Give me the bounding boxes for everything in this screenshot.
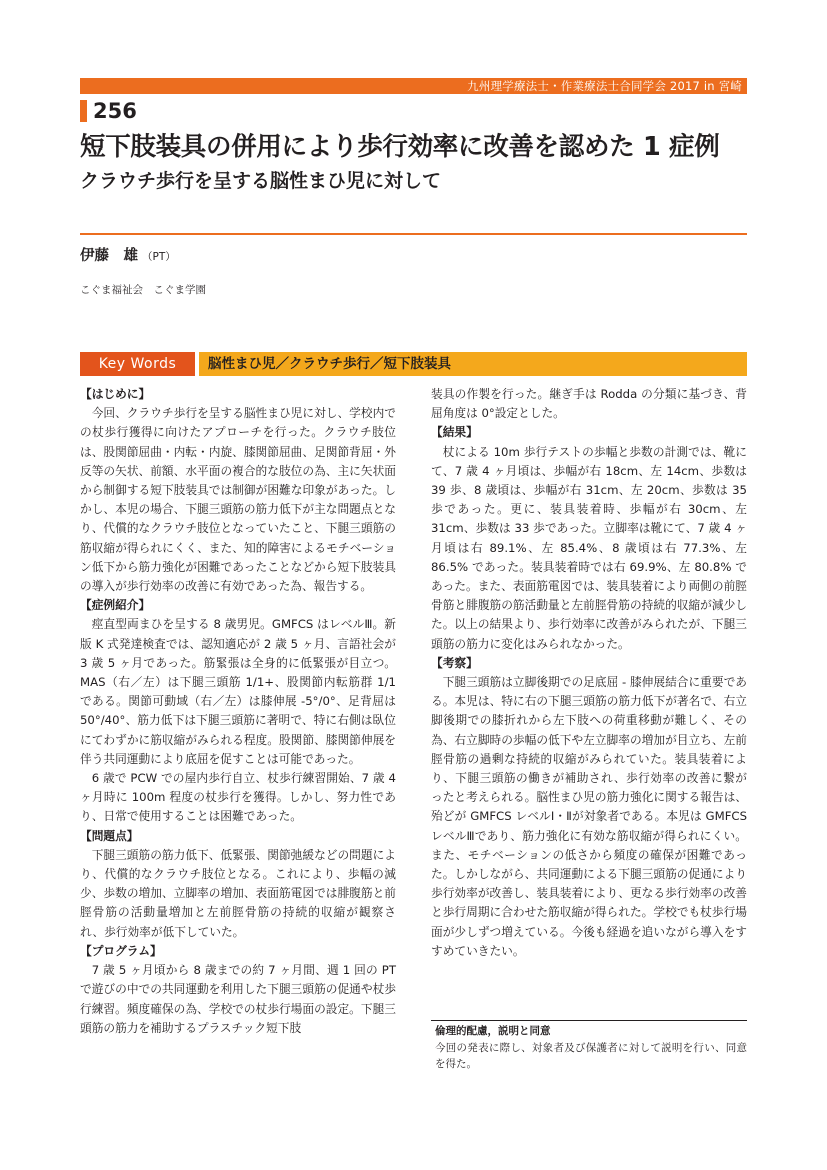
right-column — [431, 385, 747, 961]
ethics-text: 今回の発表に際し、対象者及び保護者に対して説明を行い、同意を得た。 — [435, 1042, 747, 1070]
keywords-bar — [80, 352, 747, 376]
right-section-heading: 【考察】 — [431, 655, 478, 670]
conference-banner — [80, 78, 747, 94]
title-divider — [80, 233, 747, 235]
left-paragraph: 痙直型両まひを呈する 8 歳男児。GMFCS はレベルⅢ。新版 K 式発達検査では、認知適応が 2 歳 5 ヶ月、言語社会が 3 歳 5 ヶ月であった。筋緊張は全身的に低緊張が目立つ。MAS（右／左）は下腿三頭筋 1/1+、股関節内転筋群 1/1 である。関節可動域（右／左）は膝伸展 -5°/0°、足背屈は 50°/40°、筋力低下は下腿三頭筋に著明で、特に右側は臥位にてわずかに筋収縮がみられる程度。股関節、膝関節伸展を伴う共同運動により底屈を促すことは可能であった。 — [80, 617, 396, 766]
author-role: （PT） — [142, 251, 176, 263]
paper-subtitle: クラウチ歩行を呈する脳性まひ児に対して — [80, 170, 442, 192]
left-section-heading: 【プログラム】 — [80, 943, 162, 958]
ethics-divider — [431, 1020, 747, 1021]
keywords-label: Key Words — [80, 352, 195, 376]
affiliation: こぐま福祉会 こぐま学園 — [80, 284, 206, 296]
left-section-heading: 【症例紹介】 — [80, 598, 151, 613]
conference-name: 九州理学療法士・作業療法士合同学会 2017 in 宮崎 — [467, 79, 742, 93]
abstract-number: 256 — [93, 99, 137, 123]
right-paragraph: 杖による 10m 歩行テストの歩幅と歩数の計測では、靴にて、7 歳 4 ヶ月頃は、歩幅が右 18cm、左 14cm、歩数は 39 歩、8 歳頃は、歩幅が右 31cm、左 20cm、歩数は 35 歩であった。更に、装具装着時、歩幅が右 30cm、左 31cm、歩数は 33 歩であった。立脚率は靴にて、7 歳 4 ヶ月頃は右 89.1%、左 85.4%、8 歳頃は右 77.3%、左 86.5% であった。装具装着時では右 69.9%、左 80.8% であった。また、表面筋電図では、装具装着により両側の前脛骨筋と腓腹筋の筋活動量と左前脛骨筋の持続的収縮が減少した。以上の結果より、歩行効率に改善がみられたが、下腿三頭筋の筋力に変化はみられなかった。 — [431, 444, 747, 651]
abstract-number-row — [80, 99, 137, 123]
left-section-heading: 【問題点】 — [80, 828, 139, 843]
right-paragraph: 装具の作製を行った。継ぎ手は Rodda の分類に基づき、背屈角度は 0°設定とした。 — [431, 387, 747, 421]
left-column — [80, 385, 396, 1038]
left-paragraph: 6 歳で PCW での屋内歩行自立、杖歩行練習開始、7 歳 4 ヶ月時に 100m 程度の杖歩行を獲得。しかし、努力性であり、日常で使用することは困難であった。 — [80, 771, 396, 824]
right-section-heading: 【結果】 — [431, 425, 478, 440]
left-paragraph: 7 歳 5 ヶ月頃から 8 歳までの約 7 ヶ月間、週 1 回の PT で遊びの中での共同運動を利用した下腿三頭筋の促通や杖歩行練習。頻度確保の為、学校での杖歩行場面の設定。下腿三頭筋の筋力を補助するプラスチック短下肢 — [80, 963, 396, 1035]
paper-title: 短下肢装具の併用により歩行効率に改善を認めた 1 症例 — [80, 132, 720, 162]
left-paragraph: 下腿三頭筋の筋力低下、低緊張、関節弛緩などの問題により、代償的なクラウチ肢位となる。これにより、歩幅の減少、歩数の増加、立脚率の増加、表面筋電図では腓腹筋と前脛骨筋の活動量増加と左前脛骨筋の持続的収縮が観察され、歩行効率が低下していた。 — [80, 847, 396, 939]
left-section-heading: 【はじめに】 — [80, 387, 151, 401]
right-paragraph: 下腿三頭筋は立脚後期での足底屈 - 膝伸展結合に重要である。本児は、特に右の下腿三頭筋の筋力低下が著名で、右立脚後期での膝折れから左下肢への荷重移動が難しく、その為、右立脚時の歩幅の低下や左立脚率の増加が目立ち、左前脛骨筋の過剰な持続的収縮がみられていた。装具装着により、下腿三頭筋の働きが補助され、歩行効率の改善に繋がったと考えられる。脳性まひ児の筋力強化に関する報告は、殆どが GMFCS レベルⅠ・Ⅱが対象者である。本児は GMFCS レベルⅢであり、筋力強化に有効な筋収縮が得られにくい。また、モチベーションの低さから頻度の確保が困難であった。しかしながら、共同運動による下腿三頭筋の促通により歩行効率が改善し、装具装着により、更なる歩行効率の改善と歩行周期に合わせた筋収縮が得られた。学校でも杖歩行場面が少しずつ増えている。今後も経過を追いながら導入をすすめていきたい。 — [431, 675, 747, 958]
author-line — [80, 245, 176, 268]
number-accent-mark — [80, 100, 87, 122]
ethics-title: 倫理的配慮，説明と同意 — [435, 1025, 551, 1037]
author-name: 伊藤 雄 — [80, 248, 138, 264]
keywords-list: 脳性まひ児／クラウチ歩行／短下肢装具 — [208, 356, 451, 372]
left-paragraph: 今回、クラウチ歩行を呈する脳性まひ児に対し、学校内での杖歩行獲得に向けたアプローチを行った。クラウチ肢位は、股関節屈曲・内転・内旋、膝関節屈曲、足関節背屈・外反等の矢状、前額、水平面の複合的な肢位の為、主に矢状面から制御する短下肢装具では制御が困難な印象があった。しかし、本児の場合、下腿三頭筋の筋力低下が主な問題点となり、代償的なクラウチ肢位となっていたこと、下腿三頭筋の筋収縮が得られにくく、また、知的障害によるモチベーション低下から筋力強化が困難であったことなどから短下肢装具の導入が歩行効率の改善に有効であった為、報告する。 — [80, 406, 396, 594]
